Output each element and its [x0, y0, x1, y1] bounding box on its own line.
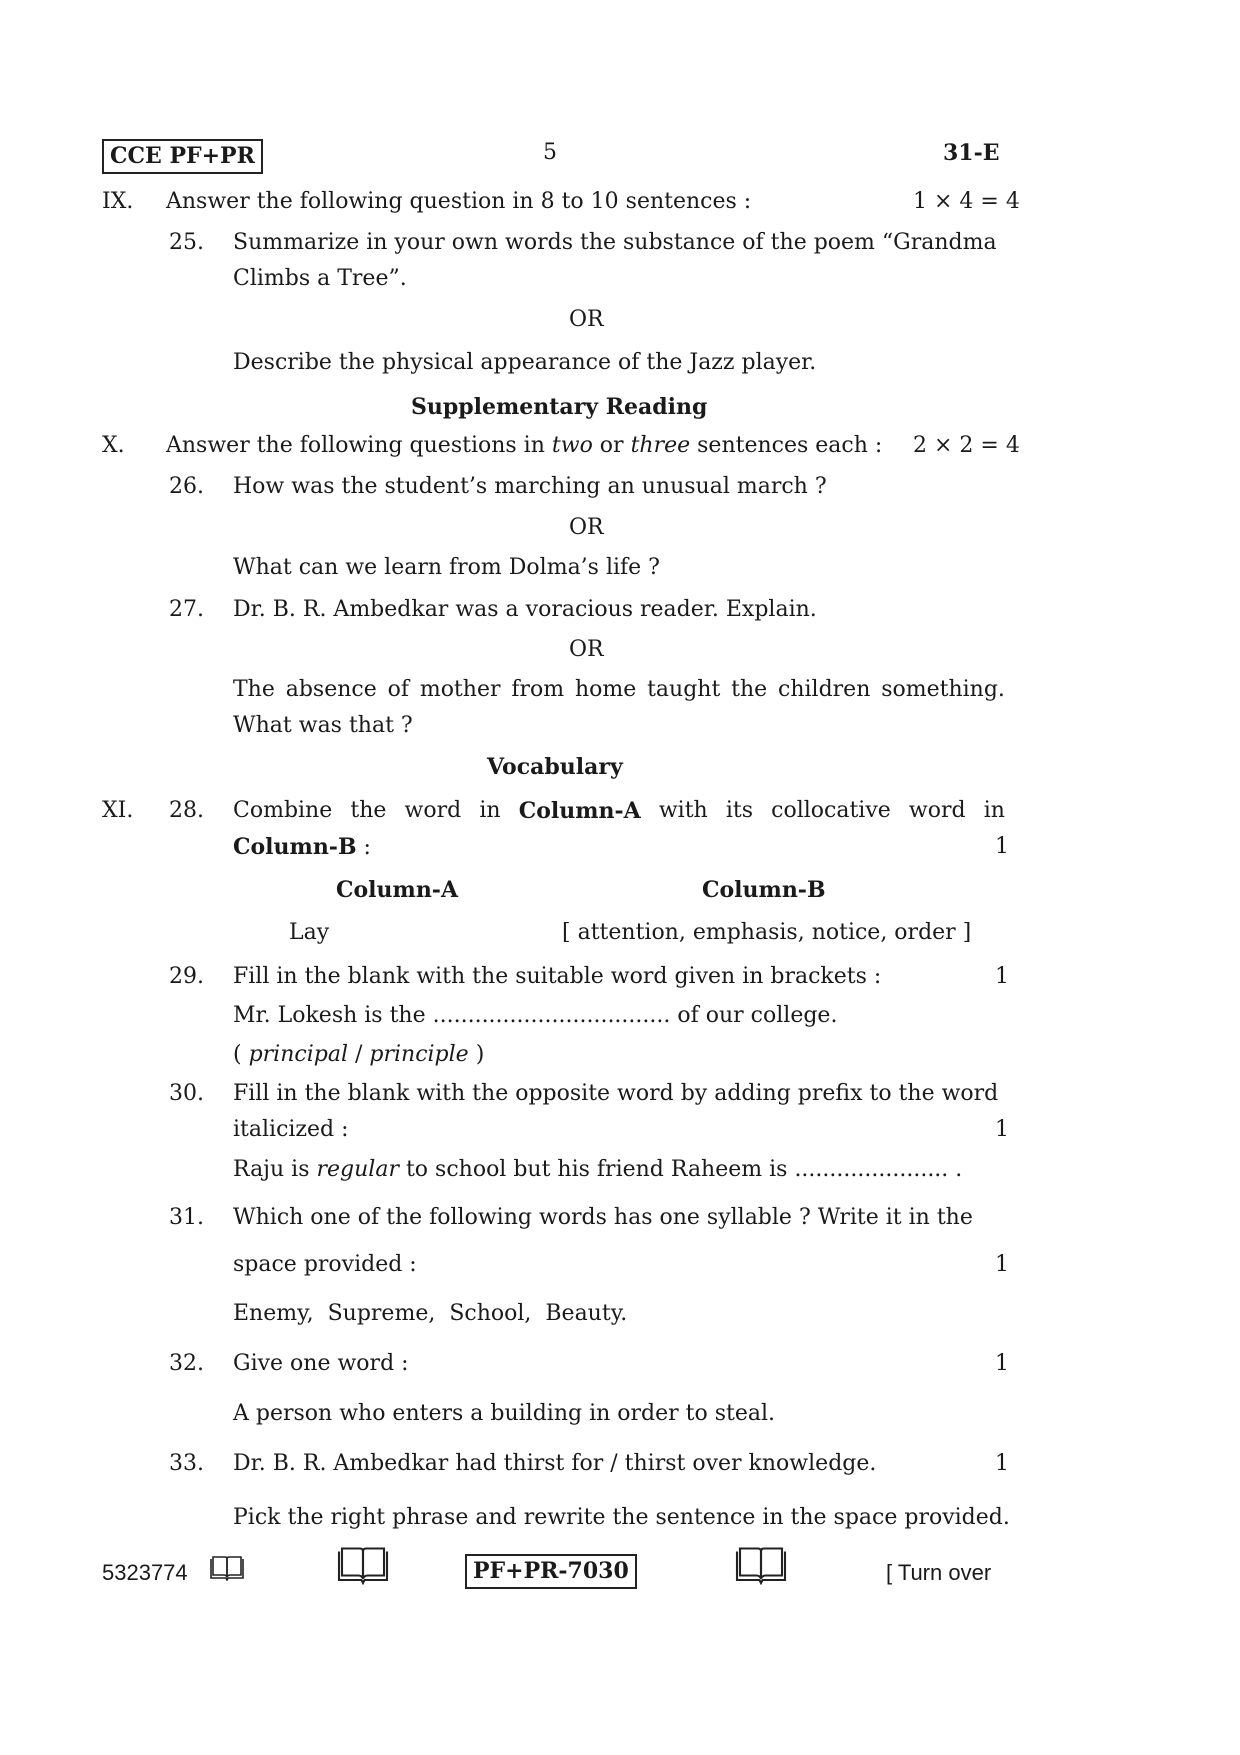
footer-serial: 5323774: [102, 1560, 188, 1585]
q30-line2: italicized :: [233, 1117, 349, 1142]
paper-code: 31-E: [943, 140, 1000, 166]
column-b-header: Column-B: [702, 877, 826, 903]
q30-line1: Fill in the blank with the opposite word by adding prefix to the word: [233, 1081, 999, 1106]
q25-alt: Describe the physical appearance of the Jazz player.: [233, 350, 817, 375]
word: collocative: [771, 798, 891, 823]
word: the: [731, 677, 768, 702]
q25-or: OR: [569, 307, 604, 332]
q33-marks: 1: [995, 1451, 1009, 1476]
word: home: [574, 677, 637, 702]
instr-two: two: [551, 433, 593, 458]
q31-words: Enemy, Supreme, School, Beauty.: [233, 1301, 628, 1326]
word: taught: [647, 677, 721, 702]
instr-pre: Answer the following questions in: [166, 433, 552, 458]
q26-text: How was the student’s marching an unusual march ?: [233, 474, 827, 499]
header-box: CCE PF+PR: [102, 139, 263, 174]
column-b-value: [ attention, emphasis, notice, order ]: [562, 920, 972, 945]
q27-or: OR: [569, 637, 604, 662]
bracket-close: ): [468, 1042, 485, 1067]
sentence-pre: Raju is: [233, 1157, 317, 1182]
q29-options: [233, 1042, 484, 1068]
q27-text: Dr. B. R. Ambedkar was a voracious reader. Explain.: [233, 597, 817, 622]
word: something.: [881, 677, 1005, 702]
page-number: 5: [543, 140, 557, 165]
q33-instruction: Pick the right phrase and rewrite the sentence in the space provided.: [233, 1505, 1010, 1530]
section-xi-numeral: XI.: [102, 798, 134, 823]
column-a-value: Lay: [289, 920, 330, 945]
q31-marks: 1: [995, 1252, 1009, 1277]
q28-line2: [233, 834, 371, 861]
q30-number: 30.: [169, 1081, 204, 1106]
separator: /: [347, 1042, 370, 1067]
section-x-numeral: X.: [102, 433, 125, 458]
word: mother: [419, 677, 501, 702]
word: children: [778, 677, 871, 702]
instr-post: sentences each :: [690, 433, 883, 458]
q29-sentence: Mr. Lokesh is the .................................. of our college.: [233, 1003, 838, 1028]
q27-alt-line2: What was that ?: [233, 713, 413, 738]
q29-text: Fill in the blank with the suitable word given in brackets :: [233, 964, 882, 989]
word: Combine: [233, 798, 333, 823]
q28-line1: [233, 798, 1005, 824]
q31-line1: Which one of the following words has one syllable ? Write it in the: [233, 1205, 973, 1230]
q26-alt: What can we learn from Dolma’s life ?: [233, 555, 660, 580]
word: absence: [285, 677, 377, 702]
q33-text: Dr. B. R. Ambedkar had thirst for / thirst over knowledge.: [233, 1451, 877, 1476]
vocabulary-heading: Vocabulary: [487, 754, 623, 780]
column-a-header: Column-A: [336, 877, 459, 903]
q32-number: 32.: [169, 1351, 204, 1376]
column-b-ref: Column-B: [233, 834, 357, 860]
q26-or: OR: [569, 515, 604, 540]
section-ix-numeral: IX.: [102, 189, 134, 214]
supplementary-heading: Supplementary Reading: [411, 394, 708, 420]
word: with: [658, 798, 708, 823]
option-principle: principle: [369, 1042, 469, 1067]
q31-line2: space provided :: [233, 1252, 417, 1277]
colon: :: [356, 835, 371, 860]
q25-line1: Summarize in your own words the substance of the poem “Grandma: [233, 230, 997, 255]
word: of: [387, 677, 409, 702]
word: in: [983, 798, 1005, 823]
section-ix-marks: 1 × 4 = 4: [913, 189, 1020, 214]
q29-marks: 1: [995, 964, 1009, 989]
q33-number: 33.: [169, 1451, 204, 1476]
q27-alt-line1: [233, 677, 1005, 703]
q30-sentence: [233, 1157, 962, 1183]
q30-marks: 1: [995, 1117, 1009, 1142]
word: in: [479, 798, 501, 823]
footer-code-box: PF+PR-7030: [465, 1554, 637, 1589]
book-icon: [209, 1555, 245, 1581]
q28-marks: 1: [995, 834, 1009, 859]
q27-number: 27.: [169, 597, 204, 622]
q25-line2: Climbs a Tree”.: [233, 266, 407, 291]
bracket-open: (: [233, 1042, 249, 1067]
turn-over: [ Turn over: [886, 1560, 992, 1585]
word: word: [908, 798, 966, 823]
section-x-instruction: [166, 433, 882, 459]
instr-three: three: [630, 433, 691, 458]
book-icon: [336, 1545, 390, 1585]
italic-word: regular: [316, 1157, 399, 1182]
word: from: [511, 677, 565, 702]
q32-clue: A person who enters a building in order to steal.: [233, 1401, 776, 1426]
sentence-post: to school but his friend Raheem is ...................... .: [398, 1157, 963, 1182]
word: its: [725, 798, 754, 823]
word: word: [404, 798, 462, 823]
book-icon: [734, 1545, 788, 1585]
q26-number: 26.: [169, 474, 204, 499]
section-ix-instruction: Answer the following question in 8 to 10 sentences :: [166, 189, 752, 214]
section-x-marks: 2 × 2 = 4: [913, 433, 1020, 458]
word: The: [233, 677, 275, 702]
column-a-ref: Column-A: [518, 798, 641, 824]
option-principal: principal: [248, 1042, 348, 1067]
instr-or: or: [592, 433, 631, 458]
q29-number: 29.: [169, 964, 204, 989]
q31-number: 31.: [169, 1205, 204, 1230]
word: the: [350, 798, 387, 823]
q32-marks: 1: [995, 1351, 1009, 1376]
q28-number: 28.: [169, 798, 204, 823]
q32-text: Give one word :: [233, 1351, 409, 1376]
q25-number: 25.: [169, 230, 204, 255]
